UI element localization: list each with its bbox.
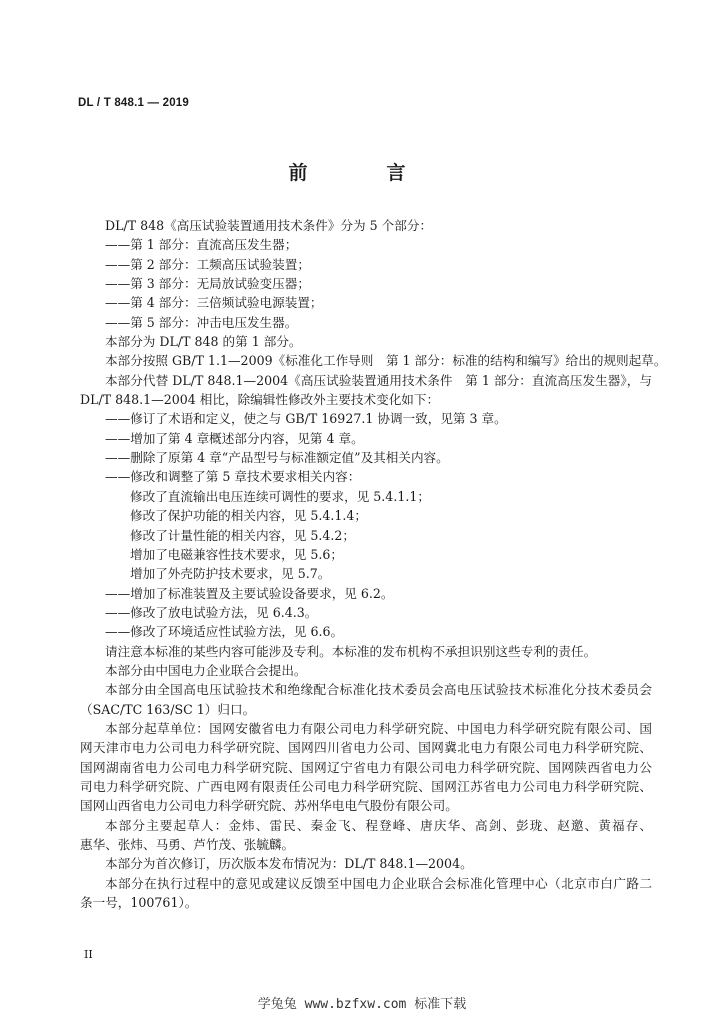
list-item: ——修订了术语和定义，使之与 GB/T 16927.1 协调一致，见第 3 章。 xyxy=(105,411,507,427)
list-item: ——修改了放电试验方法，见 6.4.3。 xyxy=(105,604,318,620)
list-item: ——修改和调整了第 5 章技术要求相关内容： xyxy=(105,469,361,485)
list-item: ——第 4 部分：三倍频试验电源装置； xyxy=(105,295,323,311)
sub-list-item: 增加了电磁兼容性技术要求，见 5.6； xyxy=(130,546,343,562)
page-number: II xyxy=(84,948,93,961)
list-item: ——第 5 部分：冲击电压发生器。 xyxy=(105,314,298,330)
sub-list-item: 修改了直流输出电压连续可调性的要求，见 5.4.1.1； xyxy=(130,488,430,504)
text-line: 本部分起草单位：国网安徽省电力有限公司电力科学研究院、中国电力科学研究院有限公司、国 xyxy=(105,720,652,736)
list-item: ——增加了标准装置及主要试验设备要求，见 6.2。 xyxy=(105,585,394,601)
text-line: 惠华、张炜、马勇、芦竹茂、张毓麟。 xyxy=(80,837,295,852)
text-line: DL/T 848《高压试验装置通用技术条件》分为 5 个部分： xyxy=(105,218,433,233)
text-line: （SAC/TC 163/SC 1）归口。 xyxy=(80,701,256,717)
sub-list-item: 增加了外壳防护技术要求，见 5.7。 xyxy=(130,566,331,582)
text-line: 本部分代替 DL/T 848.1—2004《高压试验装置通用技术条件 第 1 部分：直流高压发生器》，与 xyxy=(105,372,652,388)
section-title: 前 言 xyxy=(288,162,436,184)
list-item: ——增加了第 4 章概述部分内容，见第 4 章。 xyxy=(105,430,364,446)
text-line: 本部分为 DL/T 848 的第 1 部分。 xyxy=(105,334,302,350)
text-line: 司电力科学研究院、广西电网有限责任公司电力科学研究院、国网江苏省电力公司电力科学研究院、 xyxy=(80,778,652,794)
list-item: ——第 3 部分：无局放试验变压器； xyxy=(105,276,310,292)
text-line: 本部分由全国高电压试验技术和绝缘配合标准化技术委员会高电压试验技术标准化分技术委员会 xyxy=(105,682,652,698)
text-line: 条一号，100761）。 xyxy=(80,895,198,911)
list-item: ——删除了原第 4 章“产品型号与标准额定值”及其相关内容。 xyxy=(105,450,449,466)
list-item: ——第 1 部分：直流高压发生器； xyxy=(105,237,298,253)
text-line: 本部分由中国电力企业联合会提出。 xyxy=(105,662,307,678)
sub-list-item: 修改了保护功能的相关内容，见 5.4.1.4； xyxy=(130,508,367,524)
text-line: 国网山西省电力公司电力科学研究院、苏州华电电气股份有限公司。 xyxy=(80,798,458,814)
text-line: 本部分主要起草人：金炜、雷民、秦金飞、程登峰、唐庆华、高剑、彭珑、赵邀、黄福存、 xyxy=(105,817,652,833)
list-item: ——修改了环境适应性试验方法，见 6.6。 xyxy=(105,624,344,640)
text-line: DL/T 848.1—2004 相比，除编辑性修改外主要技术变化如下： xyxy=(80,392,440,408)
text-line: 请注意本标准的某些内容可能涉及专利。本标准的发布机构不承担识别这些专利的责任。 xyxy=(105,643,597,659)
text-line: 本部分在执行过程中的意见或建议反馈至中国电力企业联合会标准化管理中心（北京市白广路二 xyxy=(105,875,652,891)
document-body xyxy=(80,216,667,912)
list-item: ——第 2 部分：工频高压试验装置； xyxy=(105,256,310,272)
text-line: 本部分为首次修订，历次版本发布情况为：DL/T 848.1—2004。 xyxy=(105,856,473,872)
document-id: DL / T 848.1 — 2019 xyxy=(78,97,189,109)
text-line: 国网湖南省电力公司电力科学研究院、国网辽宁省电力有限公司电力科学研究院、国网陕西省电力公 xyxy=(80,759,652,775)
text-line: 网天津市电力公司电力科学研究院、国网四川省电力公司、国网冀北电力有限公司电力科学研究院、 xyxy=(80,740,652,756)
text-line: 本部分按照 GB/T 1.1—2009《标准化工作导则 第 1 部分：标准的结构和编写》给出的规则起草。 xyxy=(105,353,667,369)
watermark-footer: 学兔兔 www.bzfxw.com 标准下载 xyxy=(257,997,467,1012)
sub-list-item: 修改了计量性能的相关内容，见 5.4.2； xyxy=(130,527,355,543)
